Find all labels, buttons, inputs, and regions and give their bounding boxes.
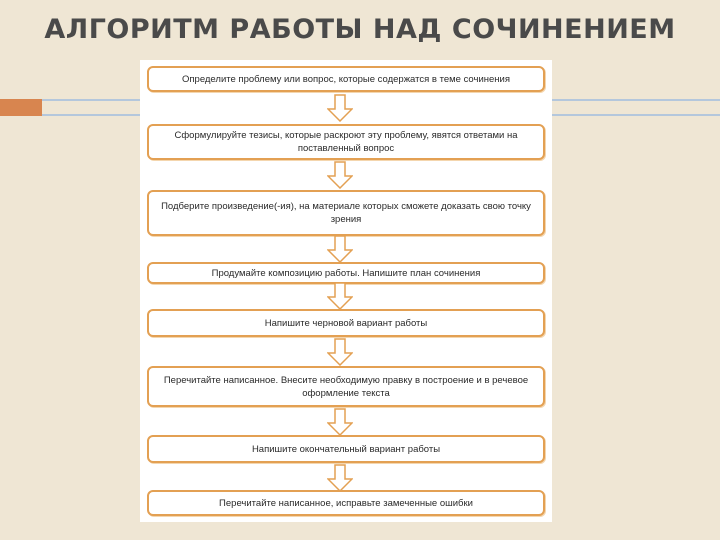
arrow-down-icon [327,94,353,122]
step-8: Перечитайте написанное, исправьте замеченные ошибки [147,490,545,516]
step-4: Продумайте композицию работы. Напишите план сочинения [147,262,545,284]
arrow-down-icon [327,235,353,263]
slide-title: АЛГОРИТМ РАБОТЫ НАД СОЧИНЕНИЕМ [44,14,676,45]
arrow-down-icon [327,161,353,189]
step-3: Подберите произведение(-ия), на материале которых сможете доказать свою точку зрения [147,190,545,236]
arrow-down-icon [327,408,353,436]
step-2: Сформулируйте тезисы, которые раскроют эту проблему, явятся ответами на поставленный вопрос [147,124,545,160]
step-5: Напишите черновой вариант работы [147,309,545,337]
arrow-down-icon [327,464,353,492]
arrow-down-icon [327,338,353,366]
step-6: Перечитайте написанное. Внесите необходимую правку в построение и в речевое оформление текста [147,366,545,407]
flowchart [140,60,552,522]
step-1: Определите проблему или вопрос, которые содержатся в теме сочинения [147,66,545,92]
arrow-down-icon [327,282,353,310]
accent-bar-orange [0,99,42,116]
step-7: Напишите окончательный вариант работы [147,435,545,463]
